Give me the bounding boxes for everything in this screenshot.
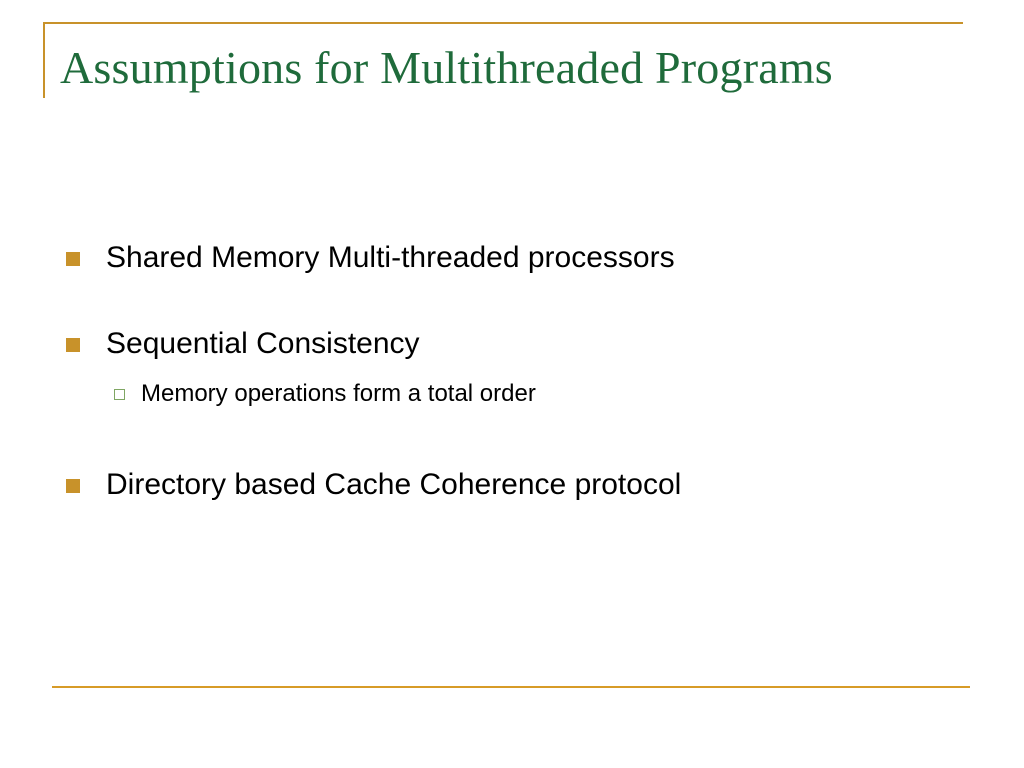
slide-body <box>60 240 970 503</box>
sub-bullet-item <box>108 380 970 409</box>
spacer <box>60 362 970 380</box>
bullet-text: Sequential Consistency <box>106 327 420 360</box>
square-filled-marker-icon <box>66 252 80 266</box>
square-filled-marker-icon <box>66 479 80 493</box>
slide-title: Assumptions for Multithreaded Programs <box>60 42 833 93</box>
bullet-item <box>60 240 970 276</box>
title-left-rule <box>43 22 45 98</box>
square-filled-marker-icon <box>66 338 80 352</box>
bullet-item <box>60 326 970 362</box>
square-outline-marker-icon <box>114 389 125 400</box>
bullet-text: Shared Memory Multi-threaded processors <box>106 241 675 274</box>
spacer <box>60 276 970 326</box>
sub-bullet-text: Memory operations form a total order <box>141 380 536 407</box>
bullet-item <box>60 467 970 503</box>
bullet-text: Directory based Cache Coherence protocol <box>106 467 682 501</box>
spacer <box>60 409 970 467</box>
bottom-rule <box>52 686 970 688</box>
title-top-rule <box>43 22 963 24</box>
